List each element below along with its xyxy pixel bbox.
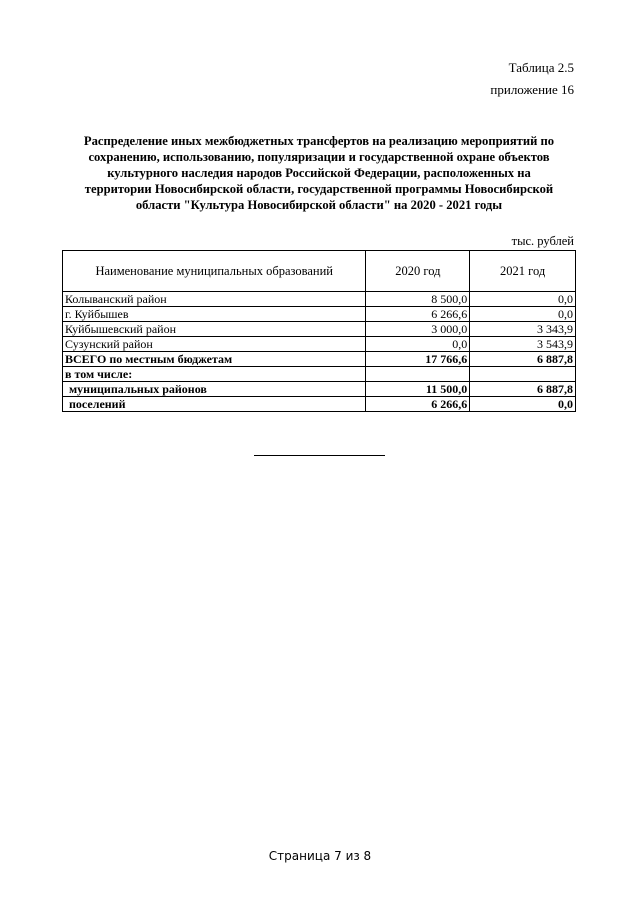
row-value-2020: 17 766,6 — [366, 352, 470, 367]
row-value-2021: 0,0 — [470, 292, 576, 307]
row-value-2021: 3 343,9 — [470, 322, 576, 337]
column-header-2021: 2021 год — [470, 251, 576, 292]
row-value-2021: 0,0 — [470, 307, 576, 322]
subtotal-row — [63, 397, 576, 412]
document-title — [62, 133, 576, 213]
separator-line — [254, 455, 385, 456]
row-value-2021: 3 543,9 — [470, 337, 576, 352]
row-value-2021: 6 887,8 — [470, 352, 576, 367]
table-row — [63, 322, 576, 337]
page-number: Страница 7 из 8 — [268, 849, 372, 863]
table-header-row — [63, 251, 576, 292]
row-value-2020: 8 500,0 — [366, 292, 470, 307]
row-value-2021 — [470, 367, 576, 382]
row-name: в том числе: — [63, 367, 366, 382]
row-value-2021: 6 887,8 — [470, 382, 576, 397]
title-line: культурного наследия народов Российской Федерации, расположенных на — [107, 166, 531, 180]
table-row — [63, 307, 576, 322]
row-name: Колыванский район — [63, 292, 366, 307]
row-name: г. Куйбышев — [63, 307, 366, 322]
table-row — [63, 337, 576, 352]
subheading-row — [63, 367, 576, 382]
row-name: Куйбышевский район — [63, 322, 366, 337]
row-name: поселений — [63, 397, 366, 412]
column-header-municipality: Наименование муниципальных образований — [63, 251, 366, 292]
units-label: тыс. рублей — [511, 234, 574, 248]
table-reference: Таблица 2.5 — [508, 60, 574, 75]
title-line: территории Новосибирской области, государственной программы Новосибирской — [84, 182, 554, 196]
total-row — [63, 352, 576, 367]
title-line: области "Культура Новосибирской области" на 2020 - 2021 годы — [135, 198, 503, 212]
row-value-2020: 6 266,6 — [366, 397, 470, 412]
title-line: Распределение иных межбюджетных трансфертов на реализацию мероприятий по — [83, 134, 555, 148]
row-name: муниципальных районов — [63, 382, 366, 397]
appendix-reference: приложение 16 — [490, 82, 574, 97]
row-value-2020: 11 500,0 — [366, 382, 470, 397]
table-row — [63, 292, 576, 307]
subtotal-row — [63, 382, 576, 397]
row-value-2021: 0,0 — [470, 397, 576, 412]
title-line: сохранению, использованию, популяризации и государственной охране объектов — [88, 150, 550, 164]
row-value-2020: 0,0 — [366, 337, 470, 352]
transfers-table — [62, 250, 576, 412]
row-name: ВСЕГО по местным бюджетам — [63, 352, 366, 367]
row-name: Сузунский район — [63, 337, 366, 352]
row-value-2020 — [366, 367, 470, 382]
row-value-2020: 6 266,6 — [366, 307, 470, 322]
row-value-2020: 3 000,0 — [366, 322, 470, 337]
column-header-2020: 2020 год — [366, 251, 470, 292]
